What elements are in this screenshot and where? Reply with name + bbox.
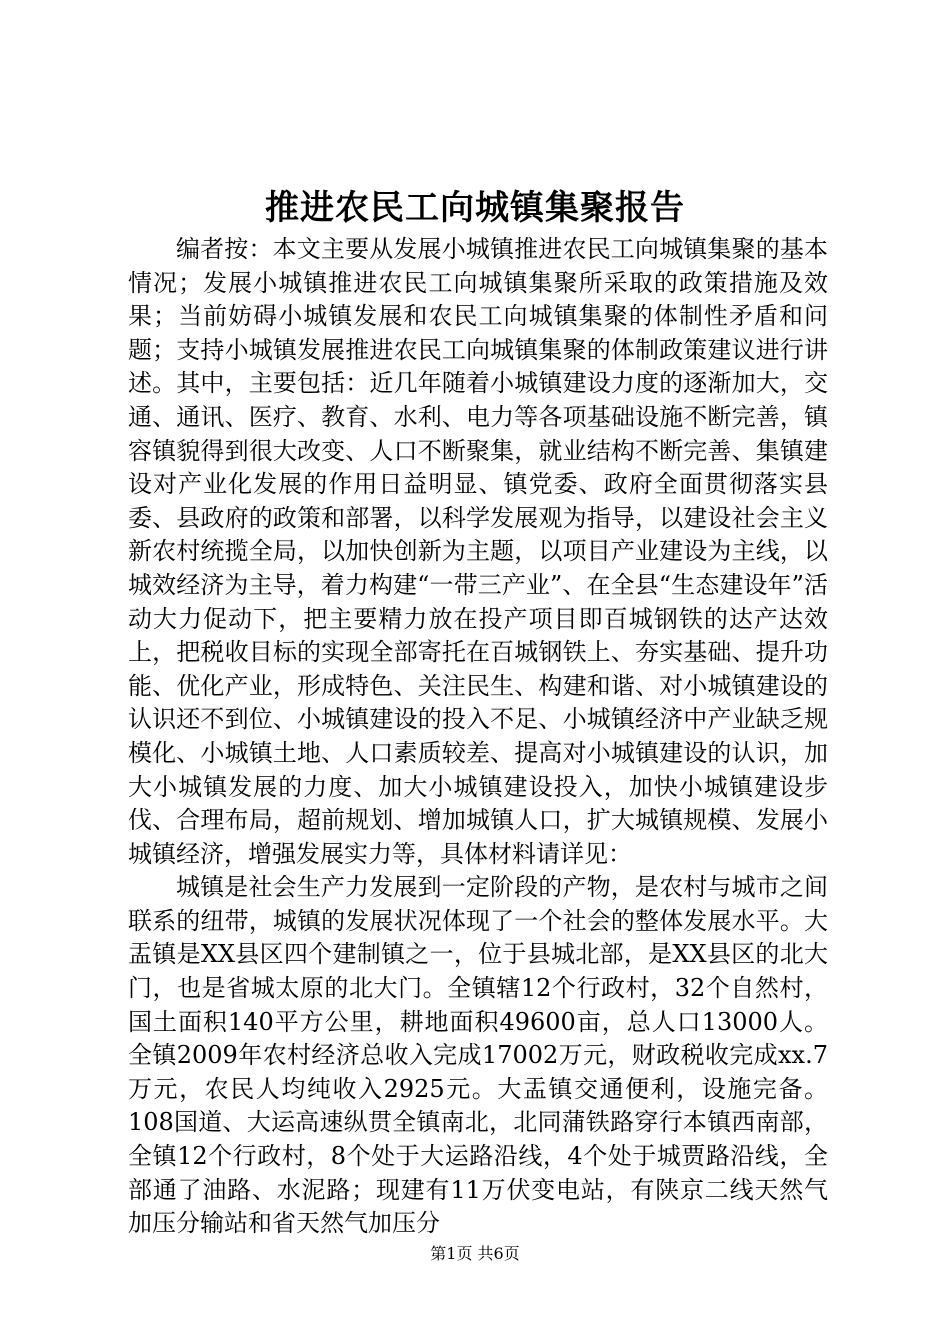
document-title: 推进农民工向城镇集聚报告 [265,188,685,228]
paragraph-editor-note: 编者按：本文主要从发展小城镇推进农民工向城镇集聚的基本情况；发展小城镇推进农民工向城镇集聚所采取的政策措施及效果；当前妨碍小城镇发展和农民工向城镇集聚的体制性矛盾和问题；支持小城镇发展推进农民工向城镇集聚的体制政策建议进行讲述。其中，主要包括：近几年随着小城镇建设力度的逐渐加大，交通、通讯、医疗、教育、水利、电力等各项基础设施不断完善，镇容镇貌得到很大改变、人口不断聚集，就业结构不断完善、集镇建设对产业化发展的作用日益明显、镇党委、政府全面贯彻落实县委、县政府的政策和部署，以科学发展观为指导，以建设社会主义新农村统揽全局，以加快创新为主题，以项目产业建设为主线，以城效经济为主导，着力构建“一带三产业”、在全县“生态建设年”活动大力促动下，把主要精力放在投产项目即百城钢铁的达产达效上，把税收目标的实现全部寄托在百城钢铁上、夯实基础、提升功能、优化产业，形成特色、关注民生、构建和谐、对小城镇建设的认识还不到位、小城镇建设的投入不足、小城镇经济中产业缺乏规模化、小城镇土地、人口素质较差、提高对小城镇建设的认识，加大小城镇发展的力度、加大小城镇建设投入，加快小城镇建设步伐、合理布局，超前规划、增加城镇人口，扩大城镇规模、发展小城镇经济，增强发展实力等，具体材料请详见： [128,235,828,868]
paragraph-main: 城镇是社会生产力发展到一定阶段的产物，是农村与城市之间联系的纽带，城镇的发展状况体现了一个社会的整体发展水平。大盂镇是XX县区四个建制镇之一，位于县城北部，是XX县区的北大门，也是省城太原的北大门。全镇辖12个行政村，32个自然村，国土面积140平方公里，耕地面积49600亩，总人口13000人。全镇2009年农村经济总收入完成17002万元，财政税收完成xx.7万元，农民人均纯收入2925元。大盂镇交通便利，设施完备。108国道、大运高速纵贯全镇南北，北同蒲铁路穿行本镇西南部，全镇12个行政村，8个处于大运路沿线，4个处于城贾路沿线，全部通了油路、水泥路；现建有11万伏变电站，有陕京二线天然气加压分输站和省天然气加压分 [128,873,828,1238]
document-body [128,233,828,1241]
page-number-footer: 第1页 共6页 [430,1244,520,1263]
